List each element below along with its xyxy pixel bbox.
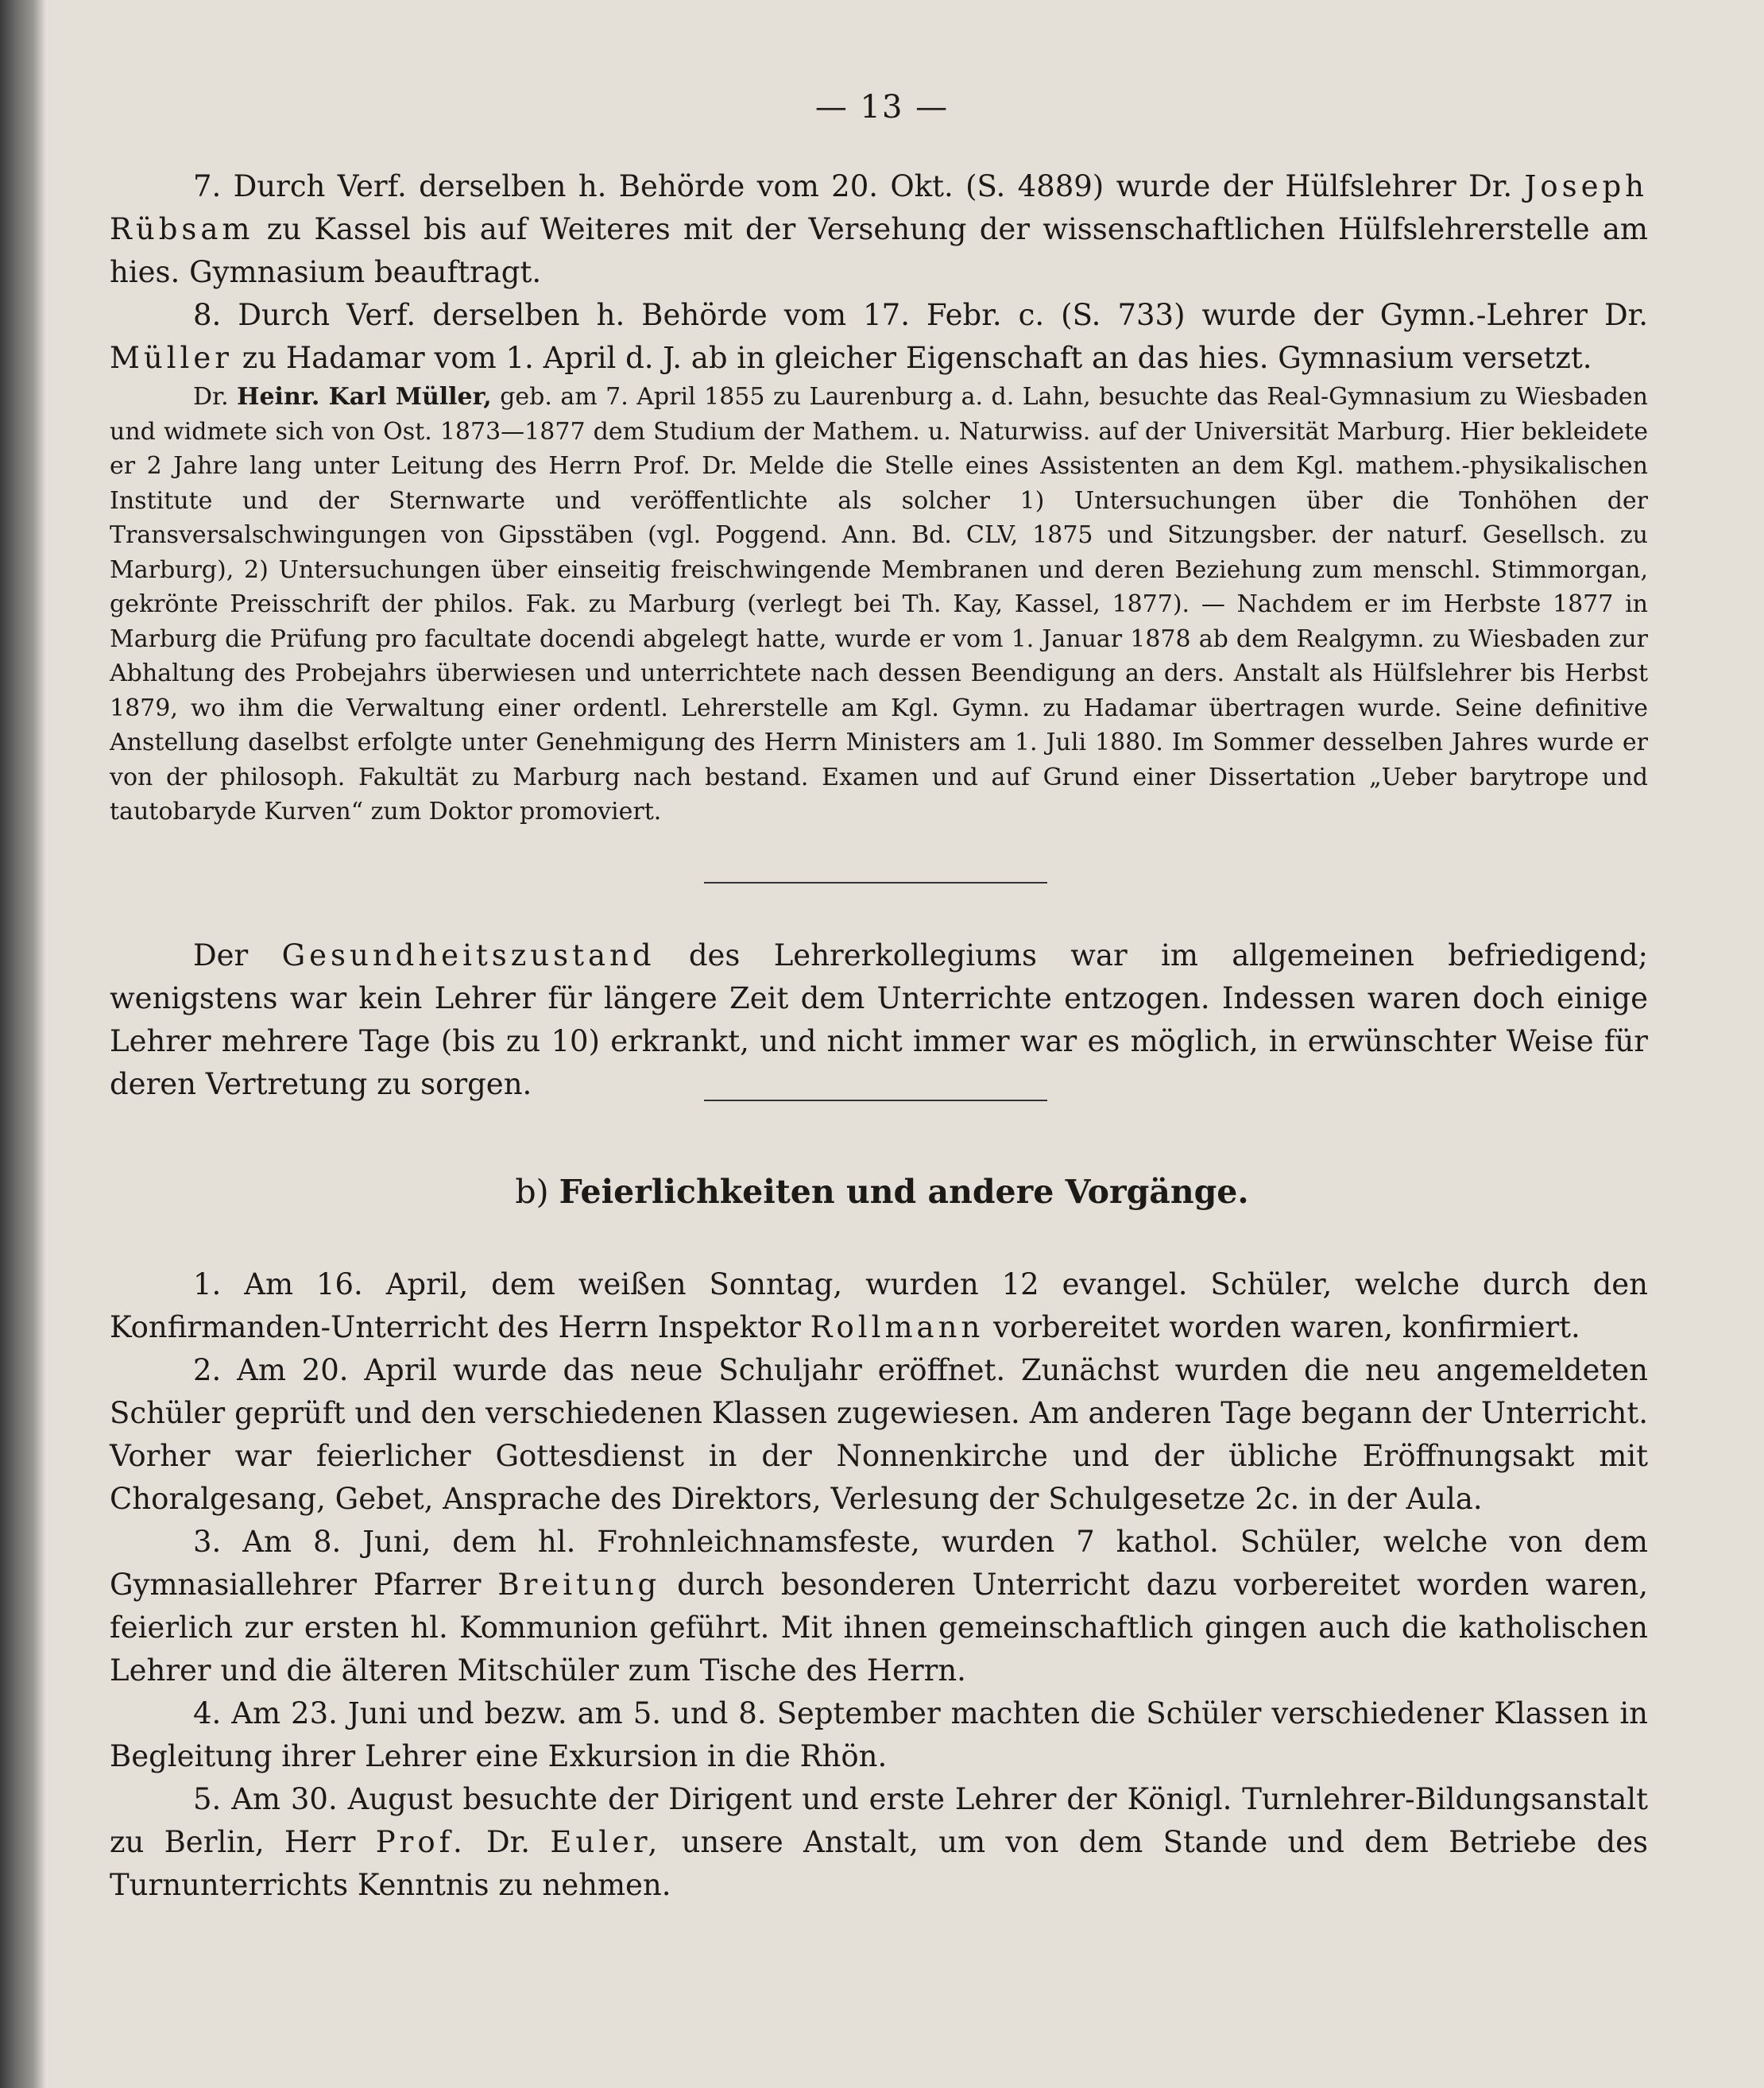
paragraph-health (110, 934, 1648, 1106)
person-name-euler: Euler, (550, 1825, 662, 1859)
item-5-text-a: 5. Am 30. August besuchte der Dirigent und erste Lehrer der Königl. Turnlehrer-Bildungsanstalt zu Berlin, Herr (110, 1782, 1648, 1859)
paragraph-item-5 (110, 1778, 1648, 1907)
item-1-text-a: 1. Am 16. April, dem weißen Sonntag, wurden 12 evangel. Schüler, welche durch den Konfirmanden-Unterricht des Herrn Inspektor (110, 1267, 1648, 1344)
paragraph-item-1 (110, 1263, 1648, 1349)
paragraph-item-8 (110, 294, 1648, 380)
paragraph-item-4: 4. Am 23. Juni und bezw. am 5. und 8. September machten die Schüler verschiedener Klassen in Begleitung ihrer Lehrer eine Exkursion in die Rhön. (110, 1696, 1648, 1773)
paragraph-item-2: 2. Am 20. April wurde das neue Schuljahr eröffnet. Zunächst wurden die neu angemeldeten Schüler geprüft und den verschiedenen Klassen zugewiesen. Am anderen Tage begann der Unterricht. Vorher war feierlicher Gottesdienst in der Nonnenkirche und der übliche Eröffnungsakt mit Choralgesang, Gebet, Ansprache des Direktors, Verlesung der Schulgesetze 2c. in der Aula. (110, 1353, 1648, 1516)
section-heading (0, 1173, 1764, 1211)
paragraph-item-7 (110, 165, 1648, 294)
bio-person-name: Heinr. Karl Müller, (237, 383, 492, 411)
title-prof: Prof. (375, 1825, 466, 1859)
title-dr: Dr. (486, 1825, 531, 1859)
item-7-text-a: 7. Durch Verf. derselben h. Behörde vom 20. Okt. (S. 4889) wurde der Hülfslehrer Dr. (193, 169, 1513, 203)
item-7-text-b: zu Kassel bis auf Weiteres mit der Versehung der wissenschaftlichen Hülfslehrerstelle am hies. Gymnasium beauftragt. (110, 212, 1648, 289)
item-1-text-b: vorbereitet worden waren, konfirmiert. (993, 1310, 1580, 1344)
person-name-rollmann: Rollmann (810, 1310, 985, 1344)
bio-text-b: geb. am 7. April 1855 zu Laurenburg a. d. Lahn, besuchte das Real-Gymnasium zu Wiesbaden und widmete sich von Ost. 1873—1877 dem Studium der Mathem. u. Naturwiss. auf der Universität Marburg. Hier bekleidete er 2 Jahre lang unter Leitung des Herrn Prof. Dr. Melde die Stelle eines Assistenten an dem Kgl. mathem.-physikalischen Institute und der Sternwarte und veröffentlichte als solcher 1) Untersuchungen über die Tonhöhen der Transversalschwingungen von Gipsstäben (vgl. Poggend. Ann. Bd. CLV, 1875 und Sitzungsber. der naturf. Gesellsch. zu Marburg), 2) Untersuchungen über einseitig freischwingende Membranen und deren Beziehung zum menschl. Stimmorgan, gekrönte Preisschrift der philos. Fak. zu Marburg (verlegt bei Th. Kay, Kassel, 1877). — Nachdem er im Herbste 1877 in Marburg die Prüfung pro facultate docendi abgelegt hatte, wurde er vom 1. Januar 1878 ab dem Realgymn. zu Wiesbaden zur Abhaltung des Probejahrs überwiesen und unterrichtete nach dessen Beendigung an ders. Anstalt als Hülfslehrer bis Herbst 1879, wo ihm die Verwaltung einer ordentl. Lehrerstelle am Kgl. Gymn. zu Hadamar übertragen wurde. Seine definitive Anstellung daselbst erfolgte unter Genehmigung des Herrn Ministers am 1. Juli 1880. Im Sommer desselben Jahres wurde er von der philosoph. Fakultät zu Marburg nach bestand. Examen und auf Grund einer Dissertation „Ueber barytrope und tautobaryde Kurven“ zum Doktor promoviert. (110, 383, 1648, 826)
person-name-mueller: Müller (110, 341, 233, 375)
page-number: — 13 — (814, 89, 950, 126)
health-text-a: Der (193, 938, 249, 972)
person-name-ruebsam: Joseph Rübsam (110, 169, 1648, 246)
health-term: Gesundheitszustand (281, 938, 656, 972)
biography-note (110, 380, 1648, 829)
section-label: b) (515, 1173, 549, 1211)
paragraph-item-3 (110, 1521, 1648, 1692)
person-name-breitung: Breitung (497, 1568, 661, 1602)
bio-text-a: Dr. (193, 383, 229, 411)
section-title: Feierlichkeiten und andere Vorgänge. (559, 1173, 1249, 1211)
health-text-b: des Lehrerkollegiums war im allgemeinen befriedigend; wenigstens war kein Lehrer für längere Zeit dem Unterrichte entzogen. Indessen waren doch einige Lehrer mehrere Tage (bis zu 10) erkrankt, und nicht immer war es möglich, in erwünschter Weise für deren Vertretung zu sorgen. (110, 938, 1648, 1101)
item-8-text-a: 8. Durch Verf. derselben h. Behörde vom 17. Febr. c. (S. 733) wurde der Gymn.-Lehrer Dr. (193, 298, 1648, 332)
separator-rule (704, 1100, 1047, 1101)
item-3-text-b: durch besonderen Unterricht dazu vorbereitet worden waren, feierlich zur ersten hl. Kommunion geführt. Mit ihnen gemeinschaftlich gingen auch die katholischen Lehrer und die älteren Mitschüler zum Tische des Herrn. (110, 1568, 1648, 1688)
item-8-text-b: zu Hadamar vom 1. April d. J. ab in gleicher Eigenschaft an das hies. Gymnasium versetzt. (242, 341, 1592, 375)
item-5-text-b: unsere Anstalt, um von dem Stande und dem Betriebe des Turnunterrichts Kenntnis zu nehmen. (110, 1825, 1648, 1902)
separator-rule (704, 882, 1047, 884)
item-3-text-a: 3. Am 8. Juni, dem hl. Frohnleichnamsfeste, wurden 7 kathol. Schüler, welche von dem Gymnasiallehrer Pfarrer (110, 1525, 1648, 1602)
